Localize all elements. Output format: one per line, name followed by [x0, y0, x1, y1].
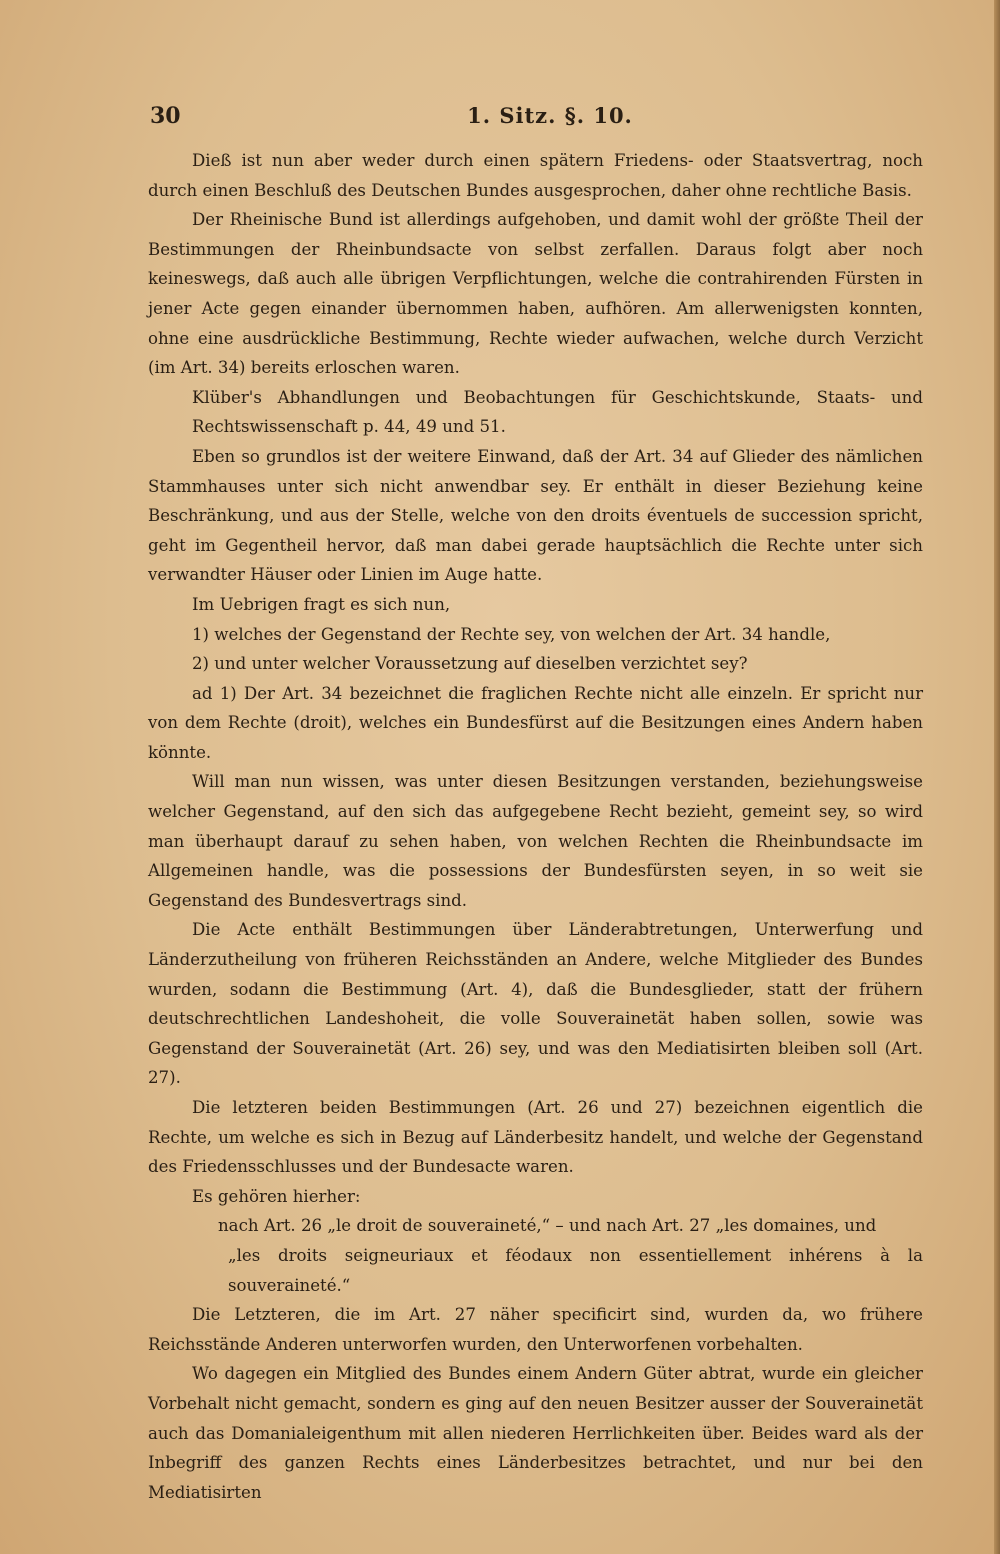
paragraph: Will man nun wissen, was unter diesen Besitzungen verstanden, beziehungsweise welcher Gegenstand, auf den sich das aufgegebene Recht bezieht, gemeint sey, so wird man überhaupt darauf zu sehen haben, von welchen Rechten die Rheinbundsacte im Allgemeinen handle, was die possessions der Bundesfürsten seyen, in so weit sie Gegenstand des Bundesvertrags sind. — [148, 772, 923, 910]
paragraph: Die Letzteren, die im Art. 27 näher specificirt sind, wurden da, wo frühere Reichsstände Anderen unterworfen wurden, den Unterworfenen vorbehalten. — [148, 1305, 923, 1354]
page-header — [150, 103, 920, 137]
page-body — [148, 146, 923, 1507]
page-edge — [994, 0, 1000, 1554]
paragraph: Es gehören hierher: — [192, 1186, 361, 1206]
quote-line: „les droits seigneuriaux et féodaux non essentiellement inhérens à la souveraineté.“ — [228, 1245, 923, 1295]
paragraph: Der Rheinische Bund ist allerdings aufgehoben, und damit wohl der größte Theil der Bestimmungen der Rheinbundsacte von selbst zerfallen. Daraus folgt aber noch keineswegs, daß auch alle übrigen Verpflichtungen, welche die contrahirenden Fürsten in jener Acte gegen einander übernommen haben, aufhören. Am allerwenigsten konnten, ohne eine ausdrückliche Bestimmung, Rechte wieder aufwachen, welche durch Verzicht (im Art. 34) bereits erloschen waren. — [148, 210, 923, 378]
paragraph: ad 1) Der Art. 34 bezeichnet die fraglichen Rechte nicht alle einzeln. Er spricht nur von dem Rechte (droit), welches ein Bundesfürst auf die Besitzungen eines Andern haben könnte. — [148, 683, 923, 762]
paragraph: Dieß ist nun aber weder durch einen spätern Friedens- oder Staatsvertrag, noch durch einen Beschluß des Deutschen Bundes ausgesprochen, daher ohne rechtliche Basis. — [148, 151, 923, 200]
paragraph: Die letzteren beiden Bestimmungen (Art. 26 und 27) bezeichnen eigentlich die Rechte, um welche es sich in Bezug auf Länderbesitz handelt, und welche der Gegenstand des Friedensschlusses und der Bundesacte waren. — [148, 1098, 923, 1177]
paragraph: Die Acte enthält Bestimmungen über Länderabtretungen, Unterwerfung und Länderzutheilung von früheren Reichsständen an Andere, welche Mitglieder des Bundes wurden, sodann die Bestimmung (Art. 4), daß die Bundesglieder, statt der frühern deutschrechtlichen Landeshoheit, die volle Souverainetät haben sollen, sowie was Gegenstand der Souverainetät (Art. 26) sey, und was den Mediatisirten bleiben soll (Art. 27). — [148, 920, 923, 1088]
quote-line: nach Art. 26 „le droit de souveraineté,“ – und nach Art. 27 „les domaines, und — [218, 1216, 877, 1236]
running-head: 1. Sitz. §. 10. — [467, 103, 633, 128]
citation: Klüber's Abhandlungen und Beobachtungen für Geschichtskunde, Staats- und Rechtswissenschaft p. 44, 49 und 51. — [192, 387, 923, 437]
paragraph: Eben so grundlos ist der weitere Einwand, daß der Art. 34 auf Glieder des nämlichen Stammhauses unter sich nicht anwendbar sey. Er enthält in dieser Beziehung keine Beschränkung, und aus der Stelle, welche von den droits éventuels de succession spricht, geht im Gegentheil hervor, daß man dabei gerade hauptsächlich die Rechte unter sich verwandter Häuser oder Linien im Auge hatte. — [148, 446, 923, 585]
page-number: 30 — [150, 103, 181, 129]
paragraph: Im Uebrigen fragt es sich nun, — [192, 594, 451, 614]
list-item: 2) und unter welcher Voraussetzung auf dieselben verzichtet sey? — [192, 654, 748, 674]
list-item: 1) welches der Gegenstand der Rechte sey, von welchen der Art. 34 handle, — [192, 624, 831, 644]
paragraph: Wo dagegen ein Mitglied des Bundes einem Andern Güter abtrat, wurde ein gleicher Vorbehalt nicht gemacht, sondern es ging auf den neuen Besitzer ausser der Souverainetät auch das Domanialeigenthum mit allen niederen Herrlichkeiten über. Beides ward als der Inbegriff des ganzen Rechts eines Länderbesitzes betrachtet, und nur bei den Mediatisirten — [148, 1364, 923, 1502]
